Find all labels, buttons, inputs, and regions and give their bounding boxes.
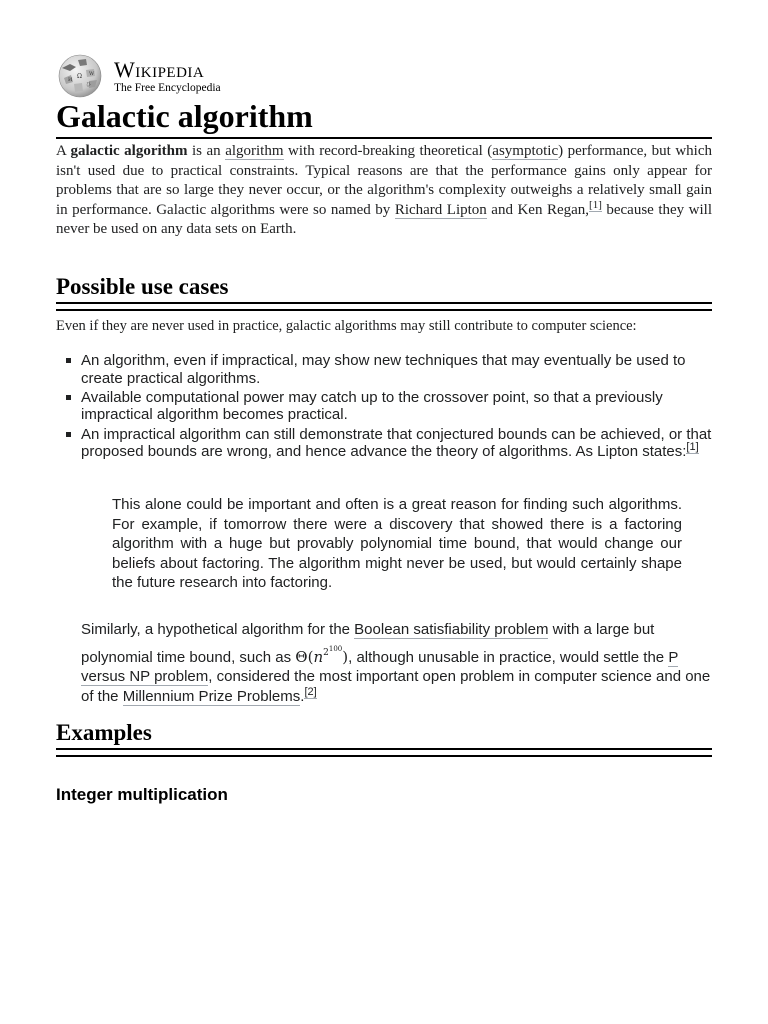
wikipedia-logo[interactable] <box>56 54 221 98</box>
link-asymptotic[interactable]: asymptotic <box>492 143 559 159</box>
math-exp-base: 2 <box>323 647 329 658</box>
svg-text:ひ: ひ <box>86 82 92 88</box>
list-item-text: An algorithm, even if impractical, may show new techniques that may eventually be used to create practical algorithms. <box>81 352 686 387</box>
lead-text: and Ken Regan, <box>486 201 590 218</box>
math-theta: Θ <box>295 647 308 666</box>
heading-rule <box>56 302 712 311</box>
lead-text: with record-breaking theoretical ( <box>283 143 493 159</box>
list-item-text: Available computational power may catch up to the crossover point, so that a previously impractical algorithm becomes practical. <box>81 388 663 424</box>
math-exponent <box>323 644 343 658</box>
math-paren: ( <box>307 647 314 666</box>
page-title: Galactic algorithm <box>56 96 712 139</box>
citation-1 <box>589 199 602 212</box>
bullet-icon <box>66 358 71 363</box>
bullet-icon <box>66 432 71 437</box>
site-tagline: The Free Encyclopedia <box>114 82 221 94</box>
lead-text: ) performance, but which isn't used due to practical constraints. Typical reasons are that the performance gains only appear for problems that are so large they never occur, or the algorithm's complexity outweighs a relatively small gain in performance. Galactic algorithms were so named by <box>56 143 712 218</box>
uses-list <box>56 352 712 462</box>
math-paren: ) <box>342 647 349 666</box>
math-formula <box>295 644 349 666</box>
continuation-text: Similarly, a hypothetical algorithm for the <box>81 621 355 638</box>
lead-text: is an <box>187 143 226 159</box>
uses-continuation <box>81 620 712 706</box>
continuation-text: , although unusable in practice, would settle the <box>348 648 669 666</box>
wikipedia-globe-icon <box>56 54 104 98</box>
site-name: Wikipedia <box>114 57 205 82</box>
list-item <box>56 352 712 387</box>
uses-intro: Even if they are never used in practice, galactic algorithms may still contribute to computer science: <box>56 318 637 334</box>
continuation-text: . <box>300 687 305 705</box>
wordmark <box>114 59 221 95</box>
citation-2-link[interactable]: [2] <box>304 685 317 698</box>
link-p-versus-np[interactable]: P versus NP problem <box>81 648 679 686</box>
citation-2 <box>304 686 316 699</box>
heading-rule <box>56 748 712 757</box>
section-heading-possible-use-cases: Possible use cases <box>56 274 229 299</box>
list-item <box>56 426 712 461</box>
list-item <box>56 389 712 424</box>
bullet-icon <box>66 395 71 400</box>
list-item-text: An impractical algorithm can still demonstrate that conjectured bounds can be achieved, or that proposed bounds are wrong, and hence advance the theory of algorithms. As Lipton states: <box>81 425 712 461</box>
continuation-text: with a large but polynomial time bound, such as <box>81 621 655 666</box>
lead-text: because they will never be used on any data sets on Earth. <box>56 201 712 238</box>
citation-1 <box>686 441 698 454</box>
svg-text:Ω: Ω <box>77 73 82 80</box>
continuation-text: , considered the most important open problem in computer science and one of the <box>81 668 711 705</box>
math-exp-exp: 100 <box>328 644 343 653</box>
link-millennium-prize[interactable]: Millennium Prize Problems <box>122 687 301 705</box>
lead-paragraph <box>56 142 712 240</box>
link-boolean-satisfiability[interactable]: Boolean satisfiability problem <box>354 621 549 638</box>
svg-text:W: W <box>89 71 95 77</box>
math-base: n <box>313 647 324 666</box>
citation-1-link[interactable]: [1] <box>686 441 699 454</box>
section-heading-examples: Examples <box>56 720 152 745</box>
lipton-quote: This alone could be important and often is a great reason for finding such algorithms. For example, if tomorrow there were a discovery that showed there is a factoring algorithm with a huge but provably polynomial time bound, that would change our beliefs about factoring. The algorithm might never be used, but would certainly shape the future research into factoring. <box>112 496 682 592</box>
link-richard-lipton[interactable]: Richard Lipton <box>394 201 487 218</box>
lead-text: A <box>56 143 71 159</box>
link-algorithm[interactable]: algorithm <box>225 143 284 159</box>
subsection-heading-integer-multiplication: Integer multiplication <box>56 785 228 804</box>
citation-1-link[interactable]: [1] <box>589 198 602 211</box>
svg-text:И: И <box>68 77 73 83</box>
lead-bold-term: galactic algorithm <box>70 143 188 159</box>
